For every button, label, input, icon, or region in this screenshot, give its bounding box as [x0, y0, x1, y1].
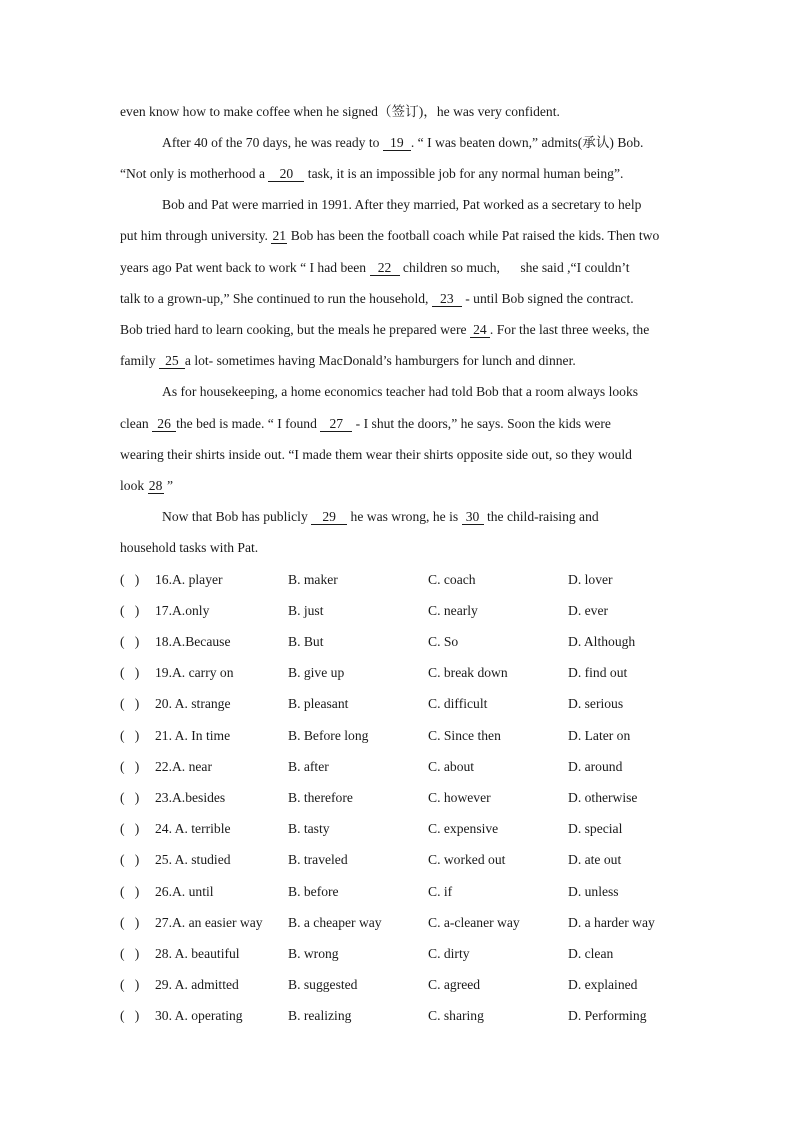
answer-paren[interactable]: ( ) [120, 759, 140, 774]
option-c: C. So [428, 634, 459, 649]
passage-text: years ago Pat went back to work “ I had been [120, 260, 370, 275]
option-b: B. a cheaper way [288, 915, 382, 930]
question-row [120, 727, 680, 745]
answer-blank-19: 19 [383, 135, 411, 151]
question-row [120, 914, 680, 932]
option-d: D. explained [568, 977, 638, 992]
passage-text: . “ I was beaten down,” admits(承认) Bob. [410, 135, 644, 150]
passage-line [120, 539, 680, 557]
option-c: C. expensive [428, 821, 499, 836]
option-d: D. unless [568, 884, 619, 899]
answer-blank-26: 26 [152, 416, 176, 432]
passage-line [120, 352, 680, 370]
passage-line [120, 477, 680, 495]
answer-paren[interactable]: ( ) [120, 634, 140, 649]
answer-blank-27: 27 [320, 416, 352, 432]
passage-line [120, 259, 680, 277]
passage-text: ” [163, 478, 174, 493]
answer-paren[interactable]: ( ) [120, 946, 140, 961]
question-row [120, 789, 680, 807]
option-a: 25. A. studied [155, 852, 231, 867]
option-d: D. ever [568, 603, 609, 618]
answer-blank-29: 29 [311, 509, 347, 525]
option-c: C. a-cleaner way [428, 915, 520, 930]
option-d: D. Performing [568, 1008, 647, 1023]
passage-line [120, 321, 680, 339]
question-row [120, 820, 680, 838]
answer-paren[interactable]: ( ) [120, 977, 140, 992]
passage-text: wearing their shirts inside out. “I made them wear their shirts opposite side out, so they would [120, 447, 632, 462]
option-b: B. traveled [288, 852, 348, 867]
passage-line [162, 134, 722, 152]
passage-text: children so much, she said ,“I couldn’t [399, 260, 630, 275]
option-c: C. difficult [428, 696, 488, 711]
passage-text: talk to a grown-up,” She continued to run the household, [120, 291, 432, 306]
option-c: C. coach [428, 572, 476, 587]
answer-paren[interactable]: ( ) [120, 915, 140, 930]
option-d: D. ate out [568, 852, 622, 867]
option-b: B. tasty [288, 821, 330, 836]
passage-text: a lot- sometimes having MacDonald’s hamburgers for lunch and dinner. [184, 353, 576, 368]
option-c: C. break down [428, 665, 508, 680]
question-row [120, 1007, 680, 1025]
option-c: C. about [428, 759, 475, 774]
option-d: D. serious [568, 696, 624, 711]
question-row [120, 851, 680, 869]
answer-paren[interactable]: ( ) [120, 852, 140, 867]
option-b: B. But [288, 634, 324, 649]
option-b: B. after [288, 759, 329, 774]
answer-paren[interactable]: ( ) [120, 696, 140, 711]
option-c: C. agreed [428, 977, 481, 992]
question-row [120, 633, 680, 651]
option-c: C. however [428, 790, 491, 805]
option-d: D. Although [568, 634, 636, 649]
answer-blank-20: 20 [268, 166, 304, 182]
passage-text: - until Bob signed the contract. [461, 291, 634, 306]
option-d: D. clean [568, 946, 614, 961]
passage-line [120, 446, 680, 464]
passage-text: As for housekeeping, a home economics teacher had told Bob that a room always looks [162, 384, 639, 399]
option-a: 24. A. terrible [155, 821, 231, 836]
passage-line [120, 415, 680, 433]
option-d: D. a harder way [568, 915, 655, 930]
option-a: 18.A.Because [155, 634, 231, 649]
passage-text: household tasks with Pat. [120, 540, 259, 555]
question-row [120, 976, 680, 994]
passage-text: Now that Bob has publicly [162, 509, 312, 524]
option-b: B. wrong [288, 946, 339, 961]
answer-paren[interactable]: ( ) [120, 1008, 140, 1023]
option-b: B. pleasant [288, 696, 349, 711]
passage-text: the bed is made. “ I found [176, 416, 321, 431]
passage-text: the child-raising and [483, 509, 599, 524]
answer-blank-28: 28 [148, 478, 163, 493]
option-a: 26.A. until [155, 884, 214, 899]
passage-text: . For the last three weeks, the [489, 322, 650, 337]
option-a: 28. A. beautiful [155, 946, 240, 961]
option-b: B. maker [288, 572, 338, 587]
answer-blank-21: 21 [272, 228, 287, 243]
answer-paren[interactable]: ( ) [120, 728, 140, 743]
passage-text: Bob tried hard to learn cooking, but the meals he prepared were [120, 322, 470, 337]
option-b: B. before [288, 884, 339, 899]
answer-paren[interactable]: ( ) [120, 665, 140, 680]
passage-line [120, 165, 680, 183]
option-d: D. find out [568, 665, 628, 680]
option-a: 30. A. operating [155, 1008, 243, 1023]
passage-text: “Not only is motherhood a [120, 166, 269, 181]
option-a: 21. A. In time [155, 728, 231, 743]
option-d: D. otherwise [568, 790, 638, 805]
question-row [120, 571, 680, 589]
option-b: B. realizing [288, 1008, 352, 1023]
option-a: 23.A.besides [155, 790, 226, 805]
passage-line [162, 508, 722, 526]
option-d: D. special [568, 821, 623, 836]
question-row [120, 695, 680, 713]
answer-paren[interactable]: ( ) [120, 884, 140, 899]
question-row [120, 758, 680, 776]
option-a: 29. A. admitted [155, 977, 239, 992]
passage-line [162, 383, 722, 401]
passage-line [162, 196, 722, 214]
option-b: B. Before long [288, 728, 369, 743]
question-row [120, 883, 680, 901]
passage-text: After 40 of the 70 days, he was ready to [162, 135, 383, 150]
option-c: C. sharing [428, 1008, 484, 1023]
option-a: 16.A. player [155, 572, 223, 587]
passage-text: even know how to make coffee when he signed（签订)，he was very confident. [120, 104, 560, 119]
option-b: B. suggested [288, 977, 358, 992]
question-row [120, 602, 680, 620]
option-c: C. dirty [428, 946, 470, 961]
passage-line [120, 103, 680, 121]
option-d: D. lover [568, 572, 613, 587]
passage-text: clean [120, 416, 153, 431]
option-a: 19.A. carry on [155, 665, 234, 680]
passage-line [120, 227, 680, 245]
answer-paren[interactable]: ( ) [120, 821, 140, 836]
option-a: 17.A.only [155, 603, 210, 618]
passage-text: put him through university. [120, 228, 272, 243]
option-c: C. worked out [428, 852, 506, 867]
passage-text: family [120, 353, 159, 368]
option-b: B. therefore [288, 790, 353, 805]
question-row [120, 945, 680, 963]
answer-paren[interactable]: ( ) [120, 790, 140, 805]
answer-blank-24: 24 [470, 322, 490, 338]
passage-line [120, 290, 680, 308]
option-b: B. just [288, 603, 324, 618]
passage-text: task, it is an impossible job for any normal human being”. [304, 166, 624, 181]
answer-blank-22: 22 [370, 260, 400, 276]
option-c: C. nearly [428, 603, 478, 618]
passage-text: Bob and Pat were married in 1991. After they married, Pat worked as a secretary to help [162, 197, 642, 212]
option-d: D. Later on [568, 728, 631, 743]
passage-text: Bob has been the football coach while Pat raised the kids. Then two [287, 228, 660, 243]
option-a: 27.A. an easier way [155, 915, 263, 930]
option-a: 20. A. strange [155, 696, 231, 711]
passage-text: he was wrong, he is [347, 509, 462, 524]
option-c: C. if [428, 884, 453, 899]
option-d: D. around [568, 759, 623, 774]
option-b: B. give up [288, 665, 345, 680]
question-row [120, 664, 680, 682]
answer-paren[interactable]: ( ) [120, 572, 140, 587]
option-c: C. Since then [428, 728, 501, 743]
answer-blank-25: 25 [159, 353, 185, 369]
passage-text: look [120, 478, 148, 493]
option-a: 22.A. near [155, 759, 212, 774]
passage-text: - I shut the doors,” he says. Soon the kids were [352, 416, 611, 431]
answer-blank-30: 30 [462, 509, 484, 525]
answer-blank-23: 23 [432, 291, 462, 307]
answer-paren[interactable]: ( ) [120, 603, 140, 618]
